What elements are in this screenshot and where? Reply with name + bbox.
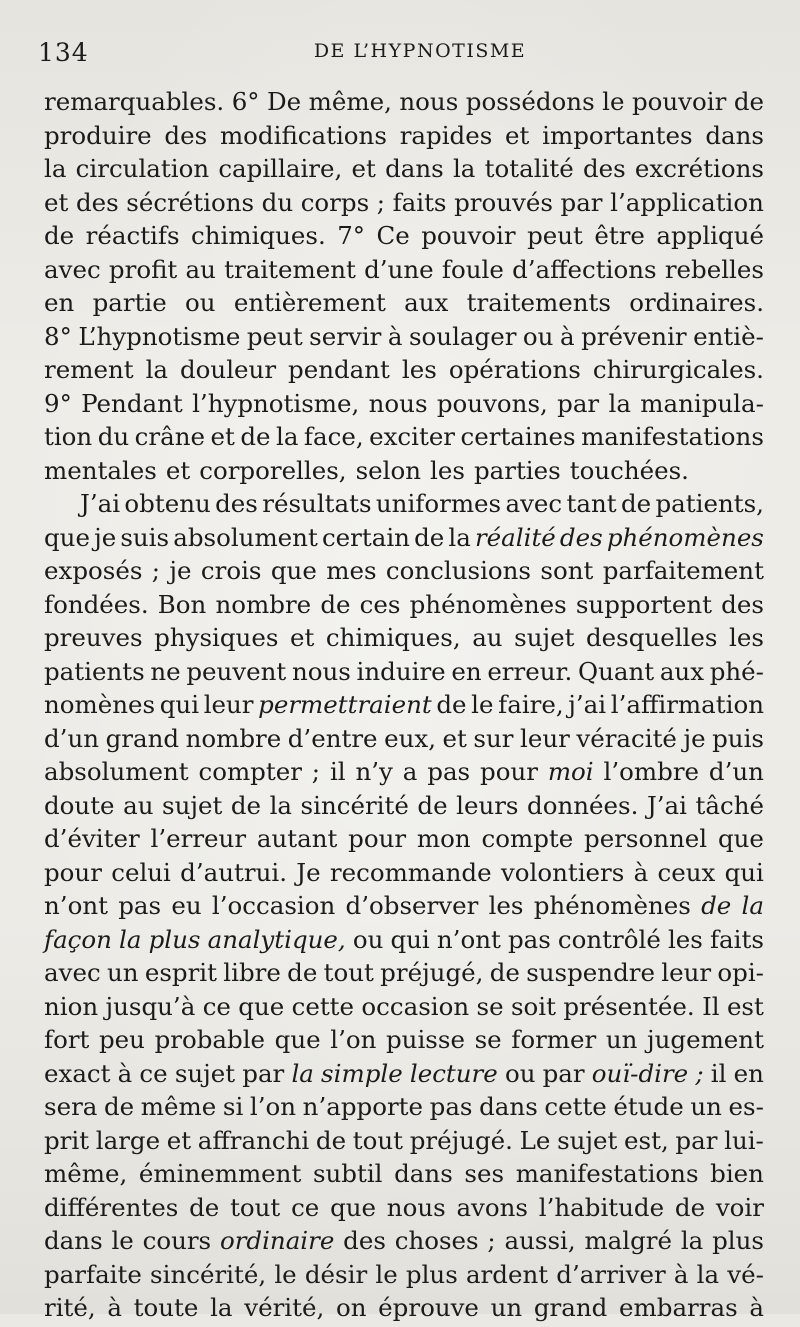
page-header [38,34,762,74]
text-line: n’ont pas eu l’occasion d’observer les phénomènes de la [44,891,764,920]
text-line: en partie ou entièrement aux traitements ordinaires. [44,288,764,317]
text-line: d’un grand nombre d’entre eux, et sur leur véracité je puis [44,723,764,753]
text-line: même, éminemment subtil dans ses manifestations bien [44,1159,764,1188]
text-line: avec un esprit libre de tout préjugé, de suspendre leur opi- [44,958,764,987]
text-line: dans le cours ordinaire des choses ; aussi, malgré la plus [44,1226,764,1255]
text-line: remarquables. 6° De même, nous possédons le pouvoir de [44,87,764,116]
text-line: d’éviter l’erreur autant pour mon compte personnel que [44,824,764,853]
text-line: rement la douleur pendant les opérations chirurgicales. [44,355,764,384]
text-line: façon la plus analytique, ou qui n’ont pas contrôlé les faits [44,924,764,954]
text-line: de réactifs chimiques. 7° Ce pouvoir peut être appliqué [44,221,764,250]
text-line: et des sécrétions du corps ; faits prouvés par l’application [44,187,764,217]
text-line: nomènes qui leur permettraient de le faire, j’ai l’affirmation [44,690,764,719]
text-line: exact à ce sujet par la simple lecture ou par ouï-dire ; il en [44,1058,764,1088]
text-line: 8° L’hypnotisme peut servir à soulager ou à prévenir entiè- [44,321,764,351]
page-number: 134 [38,38,89,67]
text-line: pour celui d’autrui. Je recommande volontiers à ceux qui [44,857,764,887]
text-line: produire des modifications rapides et importantes dans [44,120,764,150]
text-line: tion du crâne et de la face, exciter certaines manifestations [44,422,764,451]
running-head: DE L’HYPNOTISME [313,40,527,62]
text-line: mentales et corporelles, selon les parties touchées. [44,455,689,485]
text-line: absolument compter ; il n’y a pas pour moi l’ombre d’un [44,757,764,786]
text-line: 9° Pendant l’hypnotisme, nous pouvons, par la manipula- [44,388,764,418]
text-line: fort peu probable que l’on puisse se former un jugement [44,1025,764,1054]
text-line: prit large et affranchi de tout préjugé. Le sujet est, par lui- [44,1125,764,1155]
text-line: différentes de tout ce que nous avons l’habitude de voir [44,1192,764,1222]
text-line: doute au sujet de la sincérité de leurs données. J’ai tâché [44,790,764,820]
text-line: rité, à toute la vérité, on éprouve un grand embarras à [44,1293,764,1322]
text-line: J’ai obtenu des résultats uniformes avec tant de patients, [80,489,764,518]
text-line: sera de même si l’on n’apporte pas dans cette étude un es- [44,1092,764,1121]
text-line: la circulation capillaire, et dans la totalité des excrétions [44,154,764,183]
text-line: parfaite sincérité, le désir le plus ardent d’arriver à la vé- [44,1259,764,1289]
text-line: preuves physiques et chimiques, au sujet desquelles les [44,623,764,652]
text-line: patients ne peuvent nous induire en erreur. Quant aux phé- [44,656,764,686]
body-text [44,87,764,1327]
text-line: fondées. Bon nombre de ces phénomènes supportent des [44,589,764,619]
text-line: nion jusqu’à ce que cette occasion se soit présentée. Il est [44,991,764,1021]
text-line: avec profit au traitement d’une foule d’affections rebelles [44,254,764,284]
text-line: exposés ; je crois que mes conclusions sont parfaitement [44,556,764,585]
text-line: que je suis absolument certain de la réalité des phénomènes [44,522,764,552]
